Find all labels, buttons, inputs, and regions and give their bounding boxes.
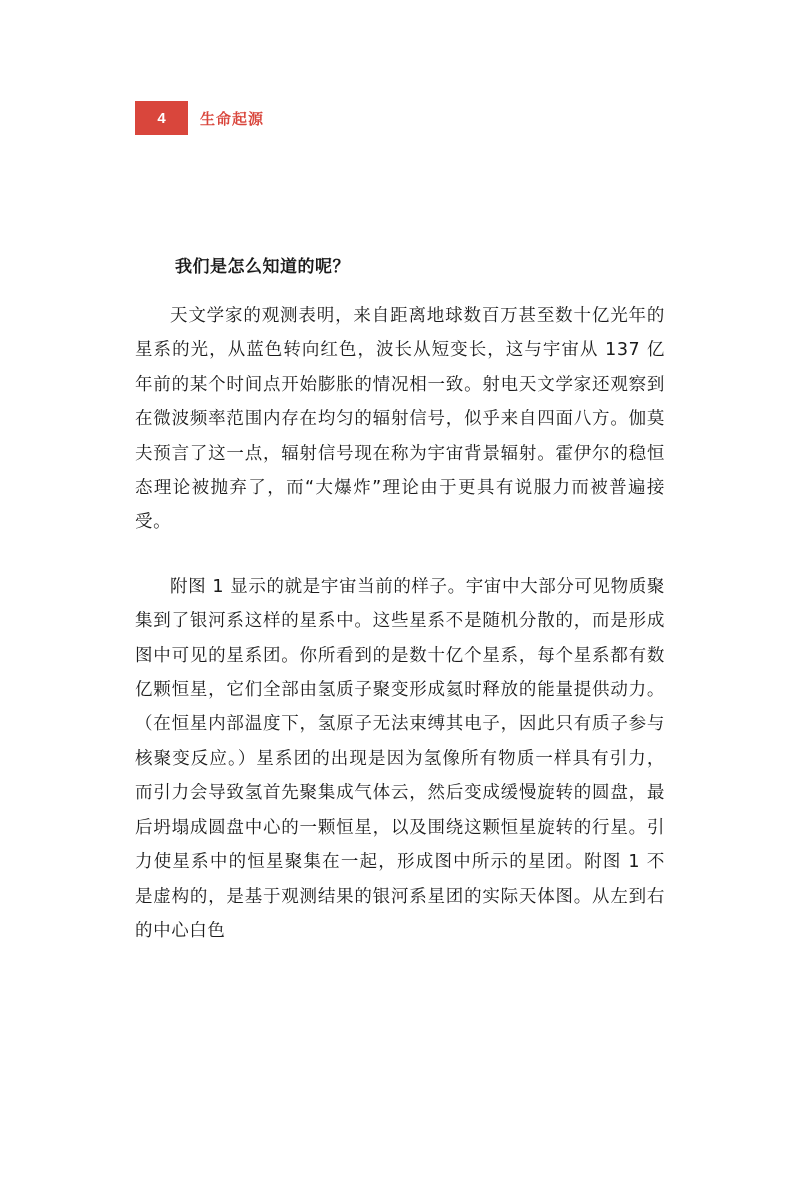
section-heading: 我们是怎么知道的呢？	[175, 257, 350, 277]
main-content	[135, 252, 665, 948]
chapter-title: 生命起源	[200, 109, 265, 128]
paragraph: 天文学家的观测表明，来自距离地球数百万甚至数十亿光年的星系的光，从蓝色转向红色，波长从短变长，这与宇宙从 137 亿年前的某个时间点开始膨胀的情况相一致。射电天文学家还观察到在微波频率范围内存在均匀的辐射信号，似乎来自四面八方。伽莫夫预言了这一点，辐射信号现在称为宇宙背景辐射。霍伊尔的稳恒态理论被抛弃了，而“大爆炸”理论由于更具有说服力而被普遍接受。	[135, 306, 665, 533]
page-header	[135, 101, 264, 135]
page-number: 4	[135, 101, 188, 135]
paragraph: 附图 1 显示的就是宇宙当前的样子。宇宙中大部分可见物质聚集到了银河系这样的星系中。这些星系不是随机分散的，而是形成图中可见的星系团。你所看到的是数十亿个星系，每个星系都有数亿颗恒星，它们全部由氢质子聚变形成氦时释放的能量提供动力。（在恒星内部温度下，氢原子无法束缚其电子，因此只有质子参与核聚变反应。）星系团的出现是因为氢像所有物质一样具有引力，而引力会导致氢首先聚集成气体云，然后变成缓慢旋转的圆盘，最后坍塌成圆盘中心的一颗恒星，以及围绕这颗恒星旋转的行星。引力使星系中的恒星聚集在一起，形成图中所示的星团。附图 1 不是虚构的，是基于观测结果的银河系星团的实际天体图。从左到右的中心白色	[135, 576, 665, 941]
